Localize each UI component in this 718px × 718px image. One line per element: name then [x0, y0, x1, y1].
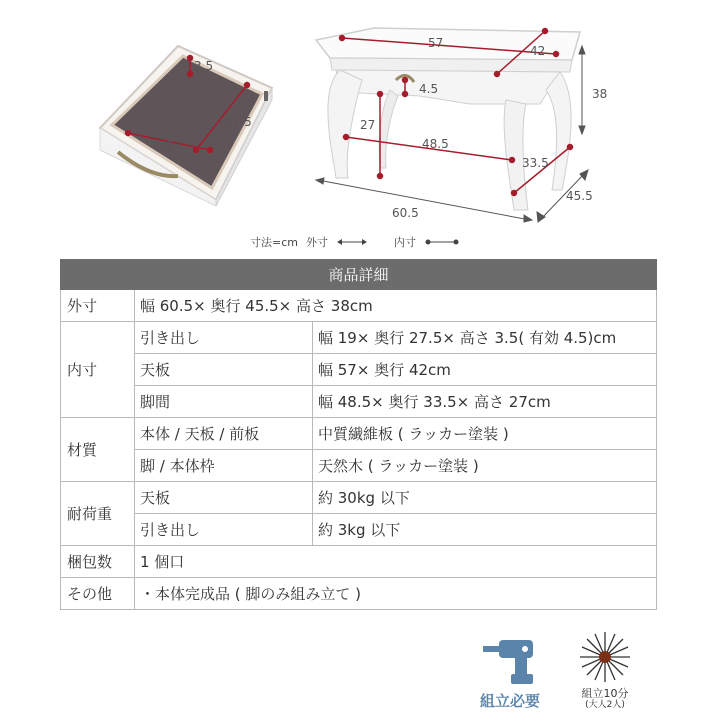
top-width-label: 57 [428, 36, 444, 50]
table-row [61, 546, 657, 578]
inner-legs-label: 脚間 [135, 386, 313, 418]
table-row [61, 386, 657, 418]
assembly-required-label: 組立必要 [479, 692, 540, 710]
material-legs-value: 天然木 ( ラッカー塗装 ) [313, 450, 657, 482]
outer-label: 外寸 [61, 290, 135, 322]
product-detail-table [60, 259, 657, 610]
material-body-label: 本体 / 天板 / 前板 [135, 418, 313, 450]
inner-drawer-value: 幅 19× 奥行 27.5× 高さ 3.5( 有効 4.5)cm [313, 322, 657, 354]
knob-label: 4.5 [419, 82, 439, 96]
load-top-value: 約 30kg 以下 [313, 482, 657, 514]
other-label: その他 [61, 578, 135, 610]
inner-label: 内寸 [61, 322, 135, 418]
package-value: 1 個口 [135, 546, 657, 578]
drawer-depth-label: 27.5 [225, 115, 252, 129]
table-row [61, 354, 657, 386]
drill-icon [475, 628, 545, 686]
table-row [61, 418, 657, 450]
table-row [61, 450, 657, 482]
inner-legend-label: 内寸 [393, 236, 416, 249]
drawer-height-label: 3.5 [194, 59, 214, 73]
leg-height-label: 27 [360, 118, 376, 132]
table-row [61, 482, 657, 514]
assembly-people-label: (大人2人) [585, 700, 625, 710]
outer-legend-label: 外寸 [305, 236, 328, 249]
material-legs-label: 脚 / 本体枠 [135, 450, 313, 482]
outer-value: 幅 60.5× 奥行 45.5× 高さ 38cm [135, 290, 657, 322]
total-depth-label: 45.5 [566, 189, 593, 203]
other-value: ・本体完成品 ( 脚のみ組み立て ) [135, 578, 657, 610]
leg-span-depth-label: 33.5 [522, 156, 549, 170]
assembly-time-badge [572, 630, 638, 710]
table-row [61, 514, 657, 546]
table-title: 商品詳細 [61, 260, 657, 290]
load-drawer-value: 約 3kg 以下 [313, 514, 657, 546]
total-width-label: 60.5 [392, 206, 419, 220]
drawer-width-label: 19 [158, 139, 174, 153]
outer-arrow-icon [336, 238, 368, 246]
dimension-diagram [0, 0, 718, 260]
table-row [61, 578, 657, 610]
clock-burst-icon [578, 630, 632, 684]
assembly-required-badge [462, 628, 558, 711]
table-row [61, 290, 657, 322]
inner-legs-value: 幅 48.5× 奥行 33.5× 高さ 27cm [313, 386, 657, 418]
dimension-legend [250, 234, 460, 250]
load-drawer-label: 引き出し [135, 514, 313, 546]
table-row [61, 322, 657, 354]
inner-drawer-label: 引き出し [135, 322, 313, 354]
assembly-time-label: 組立10分 [581, 687, 629, 700]
total-height-label: 38 [592, 87, 608, 101]
material-label: 材質 [61, 418, 135, 482]
load-label: 耐荷重 [61, 482, 135, 546]
top-depth-label: 42 [530, 44, 546, 58]
load-top-label: 天板 [135, 482, 313, 514]
assembly-icons [0, 628, 718, 718]
leg-span-width-label: 48.5 [422, 137, 449, 151]
material-body-value: 中質繊維板 ( ラッカー塗装 ) [313, 418, 657, 450]
package-label: 梱包数 [61, 546, 135, 578]
inner-dot-line-icon [424, 238, 460, 246]
inner-top-label: 天板 [135, 354, 313, 386]
inner-top-value: 幅 57× 奥行 42cm [313, 354, 657, 386]
unit-label: 寸法=cm [250, 236, 298, 249]
